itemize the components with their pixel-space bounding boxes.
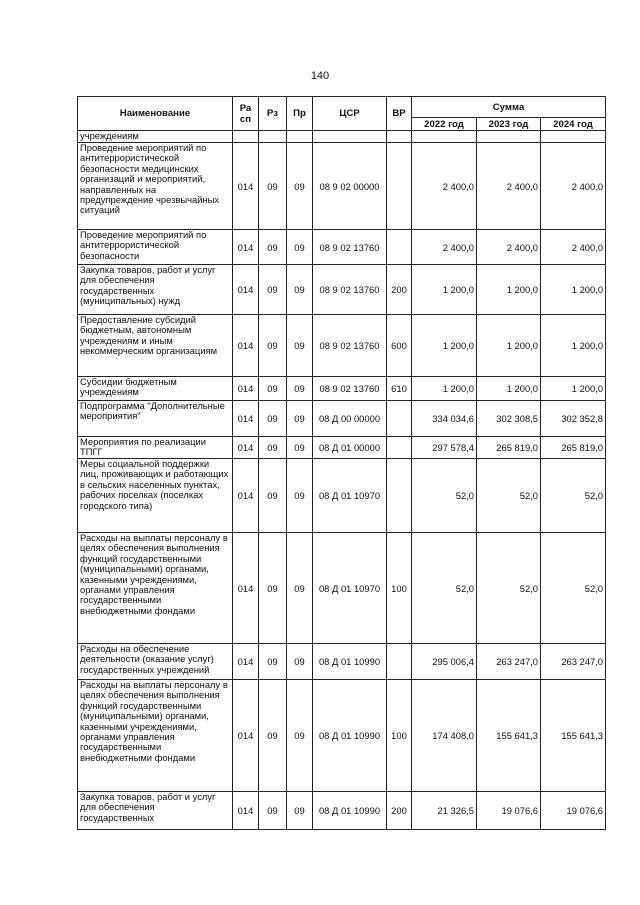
cell-2024: 155 641,3 xyxy=(541,680,606,792)
table-row xyxy=(78,230,606,265)
cell-2022: 1 200,0 xyxy=(412,265,477,315)
cell-rz: 09 xyxy=(259,230,287,265)
cell-name: Подпрограмма "Дополнительные мероприятия" xyxy=(78,401,233,437)
cell-2023: 1 200,0 xyxy=(477,377,541,401)
budget-table xyxy=(77,96,606,830)
cell-rz: 09 xyxy=(259,143,287,230)
cell-pr: 09 xyxy=(287,143,313,230)
cell-name: Меры социальной поддержки лиц, проживающих и работающих в сельских населенных пунктах, рабочих поселках (поселках городского типа) xyxy=(78,459,233,533)
table-row xyxy=(78,377,606,401)
cell-vr xyxy=(387,230,412,265)
table-body xyxy=(78,131,606,830)
cell-vr xyxy=(387,644,412,680)
cell-csr: 08 9 02 13760 xyxy=(313,377,387,401)
cell-vr xyxy=(387,401,412,437)
cell-2024 xyxy=(541,131,606,143)
cell-rasp xyxy=(233,131,259,143)
cell-name: Расходы на выплаты персоналу в целях обеспечения выполнения функций государственными (муниципальными) органами, казенными учреждениями, органами управления государственными внебюджетными фондами xyxy=(78,533,233,644)
cell-vr: 100 xyxy=(387,533,412,644)
cell-rz: 09 xyxy=(259,792,287,830)
cell-2023: 2 400,0 xyxy=(477,230,541,265)
header-rz: Рз xyxy=(259,97,287,131)
cell-vr: 600 xyxy=(387,315,412,377)
cell-2023: 155 641,3 xyxy=(477,680,541,792)
cell-csr: 08 Д 01 10990 xyxy=(313,644,387,680)
cell-pr: 09 xyxy=(287,315,313,377)
cell-pr: 09 xyxy=(287,459,313,533)
cell-vr: 200 xyxy=(387,792,412,830)
cell-2022: 21 326,5 xyxy=(412,792,477,830)
table-row xyxy=(78,680,606,792)
cell-name: Проведение мероприятий по антитеррористической безопасности xyxy=(78,230,233,265)
cell-name: Расходы на обеспечение деятельности (оказание услуг) государственных учреждений xyxy=(78,644,233,680)
cell-csr: 08 Д 01 10990 xyxy=(313,680,387,792)
cell-rasp: 014 xyxy=(233,401,259,437)
table-row xyxy=(78,131,606,143)
cell-name: Мероприятия по реализации ТПГГ xyxy=(78,437,233,459)
cell-pr: 09 xyxy=(287,533,313,644)
cell-vr: 100 xyxy=(387,680,412,792)
cell-2022: 174 408,0 xyxy=(412,680,477,792)
cell-2023: 2 400,0 xyxy=(477,143,541,230)
cell-csr: 08 Д 01 10990 xyxy=(313,792,387,830)
cell-2024: 302 352,8 xyxy=(541,401,606,437)
header-2022: 2022 год xyxy=(412,118,477,131)
cell-2023: 302 308,5 xyxy=(477,401,541,437)
cell-rasp: 014 xyxy=(233,143,259,230)
cell-rz: 09 xyxy=(259,265,287,315)
cell-pr: 09 xyxy=(287,437,313,459)
cell-rz: 09 xyxy=(259,437,287,459)
cell-csr: 08 9 02 13760 xyxy=(313,230,387,265)
cell-csr xyxy=(313,131,387,143)
table-row xyxy=(78,644,606,680)
cell-csr: 08 9 02 13760 xyxy=(313,265,387,315)
cell-2022: 2 400,0 xyxy=(412,230,477,265)
cell-pr: 09 xyxy=(287,265,313,315)
cell-rasp: 014 xyxy=(233,377,259,401)
cell-csr: 08 Д 01 10970 xyxy=(313,533,387,644)
cell-2022: 295 006,4 xyxy=(412,644,477,680)
table-row xyxy=(78,401,606,437)
cell-rz: 09 xyxy=(259,533,287,644)
cell-2023: 263 247,0 xyxy=(477,644,541,680)
cell-name: Предоставление субсидий бюджетным, автономным учреждениям и иным некоммерческим организациям xyxy=(78,315,233,377)
cell-vr xyxy=(387,131,412,143)
cell-pr: 09 xyxy=(287,680,313,792)
cell-name: Закупка товаров, работ и услуг для обеспечения государственных xyxy=(78,792,233,830)
header-2024: 2024 год xyxy=(541,118,606,131)
cell-rz: 09 xyxy=(259,680,287,792)
cell-2023: 52,0 xyxy=(477,533,541,644)
cell-rasp: 014 xyxy=(233,459,259,533)
cell-pr: 09 xyxy=(287,377,313,401)
cell-name: учреждениям xyxy=(78,131,233,143)
cell-vr xyxy=(387,459,412,533)
header-name: Наименование xyxy=(78,97,233,131)
cell-vr: 610 xyxy=(387,377,412,401)
cell-2024: 1 200,0 xyxy=(541,315,606,377)
cell-name: Проведение мероприятий по антитеррористической безопасности медицинских организаций и мероприятий, направленных на предупреждение чрезвычайных ситуаций xyxy=(78,143,233,230)
cell-2022: 297 578,4 xyxy=(412,437,477,459)
header-csr: ЦСР xyxy=(313,97,387,131)
cell-2024: 52,0 xyxy=(541,533,606,644)
cell-2022: 334 034,6 xyxy=(412,401,477,437)
cell-2022: 52,0 xyxy=(412,533,477,644)
cell-2023 xyxy=(477,131,541,143)
table-row xyxy=(78,143,606,230)
cell-2024: 52,0 xyxy=(541,459,606,533)
cell-rasp: 014 xyxy=(233,680,259,792)
cell-rasp: 014 xyxy=(233,792,259,830)
cell-2023: 19 076,6 xyxy=(477,792,541,830)
cell-2022: 2 400,0 xyxy=(412,143,477,230)
cell-pr: 09 xyxy=(287,401,313,437)
cell-2024: 263 247,0 xyxy=(541,644,606,680)
cell-2024: 2 400,0 xyxy=(541,143,606,230)
cell-rasp: 014 xyxy=(233,230,259,265)
cell-2022: 52,0 xyxy=(412,459,477,533)
cell-rz: 09 xyxy=(259,377,287,401)
cell-name: Расходы на выплаты персоналу в целях обеспечения выполнения функций государственными (муниципальными) органами, казенными учреждениями, органами управления государственными внебюджетными фондами xyxy=(78,680,233,792)
cell-pr: 09 xyxy=(287,230,313,265)
cell-2022: 1 200,0 xyxy=(412,377,477,401)
cell-2022 xyxy=(412,131,477,143)
cell-2024: 1 200,0 xyxy=(541,265,606,315)
cell-rz: 09 xyxy=(259,401,287,437)
cell-2024: 2 400,0 xyxy=(541,230,606,265)
cell-2023: 265 819,0 xyxy=(477,437,541,459)
table-row xyxy=(78,792,606,830)
table-row xyxy=(78,437,606,459)
header-rasp: Ра сп xyxy=(233,97,259,131)
cell-pr: 09 xyxy=(287,792,313,830)
cell-rasp: 014 xyxy=(233,315,259,377)
cell-csr: 08 Д 01 10970 xyxy=(313,459,387,533)
table-row xyxy=(78,315,606,377)
cell-vr xyxy=(387,143,412,230)
cell-2022: 1 200,0 xyxy=(412,315,477,377)
header-vr: ВР xyxy=(387,97,412,131)
cell-2023: 1 200,0 xyxy=(477,265,541,315)
table-row xyxy=(78,533,606,644)
cell-csr: 08 Д 01 00000 xyxy=(313,437,387,459)
cell-rasp: 014 xyxy=(233,533,259,644)
cell-2024: 265 819,0 xyxy=(541,437,606,459)
cell-rasp: 014 xyxy=(233,437,259,459)
cell-pr: 09 xyxy=(287,644,313,680)
cell-rz: 09 xyxy=(259,644,287,680)
cell-2023: 52,0 xyxy=(477,459,541,533)
page-number: 140 xyxy=(310,70,330,82)
cell-csr: 08 Д 00 00000 xyxy=(313,401,387,437)
cell-name: Закупка товаров, работ и услуг для обеспечения государственных (муниципальных) нужд xyxy=(78,265,233,315)
cell-csr: 08 9 02 13760 xyxy=(313,315,387,377)
header-2023: 2023 год xyxy=(477,118,541,131)
cell-pr xyxy=(287,131,313,143)
cell-vr: 200 xyxy=(387,265,412,315)
cell-vr xyxy=(387,437,412,459)
cell-csr: 08 9 02 00000 xyxy=(313,143,387,230)
cell-rasp: 014 xyxy=(233,265,259,315)
header-pr: Пр xyxy=(287,97,313,131)
cell-rasp: 014 xyxy=(233,644,259,680)
cell-2023: 1 200,0 xyxy=(477,315,541,377)
cell-rz: 09 xyxy=(259,459,287,533)
table-row xyxy=(78,459,606,533)
cell-rz: 09 xyxy=(259,315,287,377)
table-row xyxy=(78,265,606,315)
cell-2024: 19 076,6 xyxy=(541,792,606,830)
cell-name: Субсидии бюджетным учреждениям xyxy=(78,377,233,401)
header-sum: Сумма xyxy=(412,97,606,118)
cell-2024: 1 200,0 xyxy=(541,377,606,401)
cell-rz xyxy=(259,131,287,143)
